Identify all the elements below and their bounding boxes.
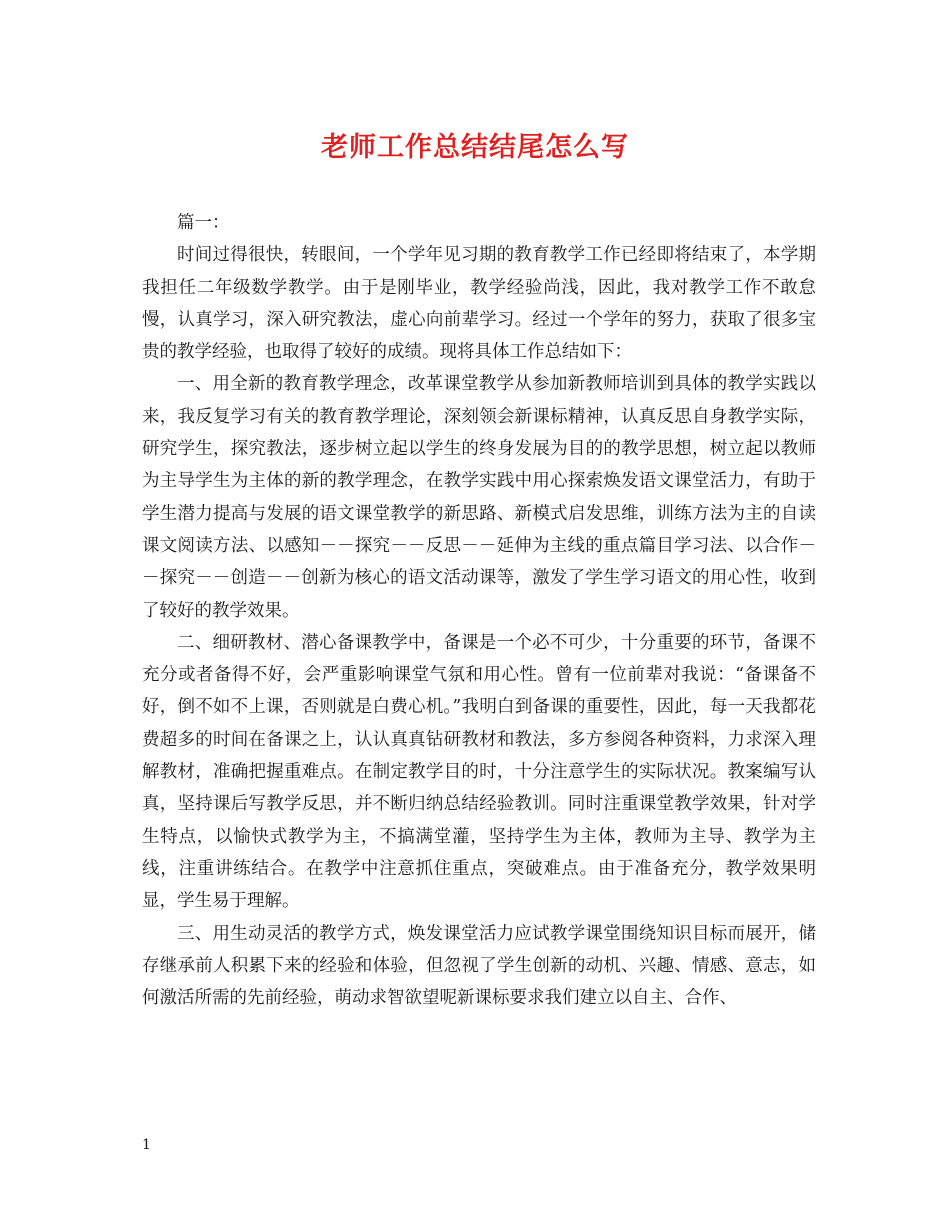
document-title: 老师工作总结结尾怎么写 [321,132,629,163]
body-paragraph-3: 三、用生动灵活的教学方式，焕发课堂活力应试教学课堂围绕知识目标而展开，储存继承前人积累下来的经验和体验，但忽视了学生创新的动机、兴趣、情感、意志，如何激活所需的先前经验，萌动求智欲望呢新课标要求我们建立以自主、合作、 [142,923,816,1009]
body-paragraph-2: 二、细研教材、潜心备课教学中，备课是一个必不可少，十分重要的环节，备课不充分或者备得不好，会严重影响课堂气氛和用心性。曾有一位前辈对我说：“备课备不好，倒不如不上课，否则就是白费心机。”我明白到备课的重要性，因此，每一天我都花费超多的时间在备课之上，认认真真钻研教材和教法，多方参阅各种资料，力求深入理解教材，准确把握重难点。在制定教学目的时，十分注意学生的实际状况。教案编写认真，坚持课后写教学反思，并不断归纳总结经验教训。同时注重课堂教学效果，针对学生特点，以愉快式教学为主，不搞满堂灌，坚持学生为主体，教师为主导、教学为主线，注重讲练结合。在教学中注意抓住重点，突破难点。由于准备充分，教学效果明显，学生易于理解。 [142,632,816,912]
document-body [142,207,816,1014]
body-paragraph-intro: 时间过得很快，转眼间，一个学年见习期的教育教学工作已经即将结束了，本学期我担任二年级数学教学。由于是刚毕业，教学经验尚浅，因此，我对教学工作不敢怠慢，认真学习，深入研究教法，虚心向前辈学习。经过一个学年的努力，获取了很多宝贵的教学经验，也取得了较好的成绩。现将具体工作总结如下： [142,245,816,363]
section-heading: 篇一： [177,213,230,233]
body-paragraph-1: 一、用全新的教育教学理念，改革课堂教学从参加新教师培训到具体的教学实践以来，我反复学习有关的教育教学理论，深刻领会新课标精神，认真反思自身教学实际，研究学生，探究教法，逐步树立起以学生的终身发展为目的的教学思想，树立起以教师为主导学生为主体的新的教学理念，在教学实践中用心探索焕发语文课堂活力，有助于学生潜力提高与发展的语文课堂教学的新思路、新模式启发思维，训练方法为主的自读课文阅读方法、以感知－－探究－－反思－－延伸为主线的重点篇目学习法、以合作－－探究－－创造－－创新为核心的语文活动课等，激发了学生学习语文的用心性，收到了较好的教学效果。 [142,374,816,621]
page-number: 1 [142,1137,151,1153]
